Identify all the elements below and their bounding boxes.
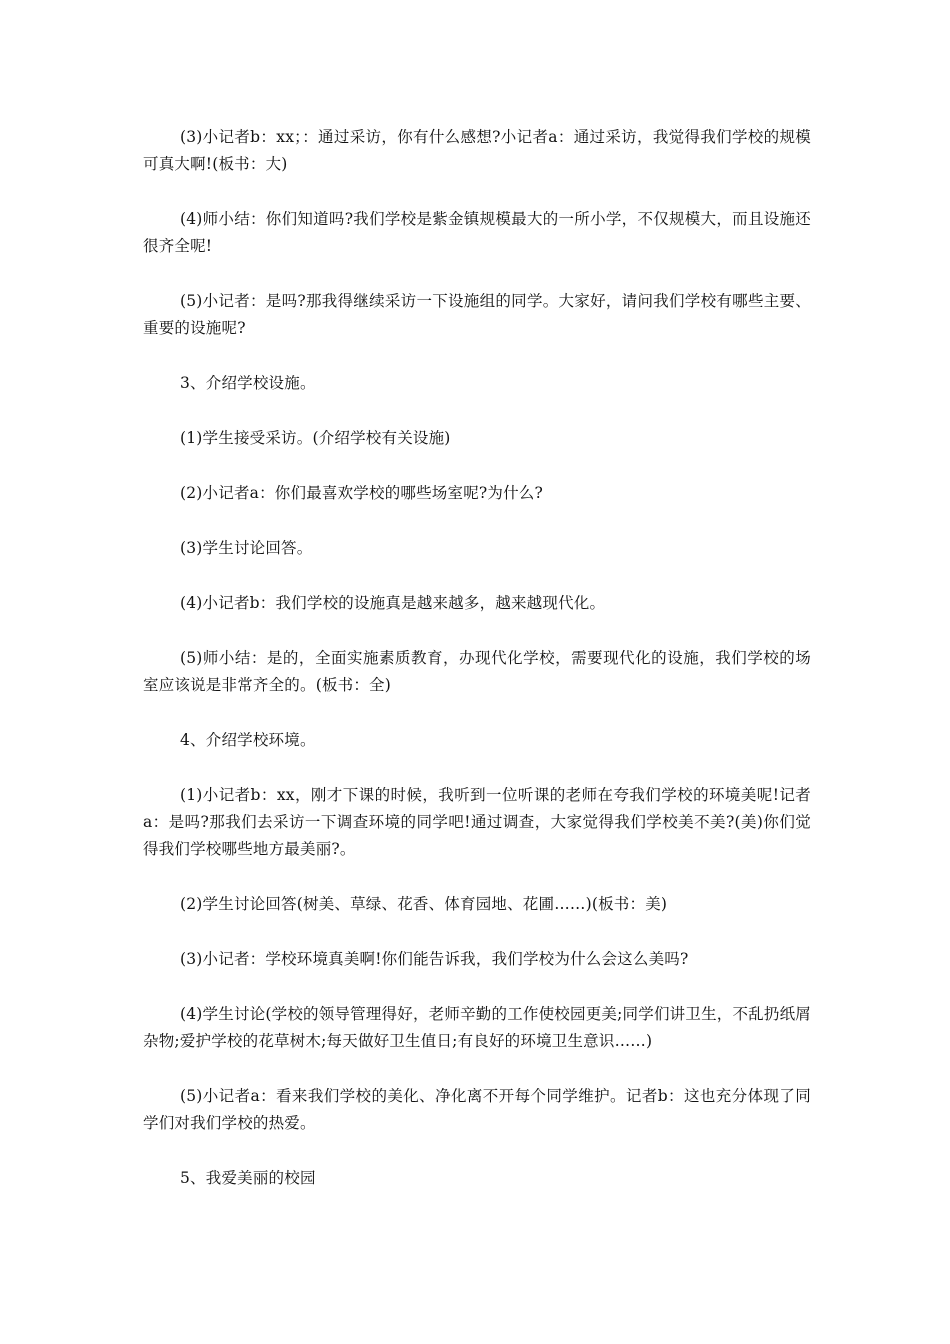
section-heading: 4、介绍学校环境。: [180, 731, 316, 749]
paragraph: (4)小记者b：我们学校的设施真是越来越多，越来越现代化。: [180, 594, 606, 612]
paragraph: (4)学生讨论(学校的领导管理得好，老师辛勤的工作使校园更美;同学们讲卫生，不乱扔纸屑杂物;爱护学校的花草树木;每天做好卫生值日;有良好的环境卫生意识……): [143, 1005, 811, 1050]
paragraph: (1)学生接受采访。(介绍学校有关设施): [180, 429, 451, 447]
paragraph: (2)小记者a：你们最喜欢学校的哪些场室呢?为什么?: [180, 484, 544, 502]
paragraph: (3)小记者b：xx；：通过采访，你有什么感想?小记者a：通过采访，我觉得我们学校的规模可真大啊!(板书：大): [143, 128, 811, 173]
paragraph: (4)师小结：你们知道吗?我们学校是紫金镇规模最大的一所小学，不仅规模大，而且设施还很齐全呢!: [143, 210, 811, 255]
section-heading: 3、介绍学校设施。: [180, 374, 316, 392]
paragraph: (5)小记者：是吗?那我得继续采访一下设施组的同学。大家好，请问我们学校有哪些主要、重要的设施呢?: [143, 292, 811, 337]
paragraph: (5)小记者a：看来我们学校的美化、净化离不开每个同学维护。记者b：这也充分体现了同学们对我们学校的热爱。: [143, 1087, 811, 1132]
paragraph: (1)小记者b：xx，刚才下课的时候，我听到一位听课的老师在夸我们学校的环境美呢!记者a：是吗?那我们去采访一下调查环境的同学吧!通过调查，大家觉得我们学校美不美?(美)你们觉得我们学校哪些地方最美丽?。: [143, 786, 811, 858]
section-heading: 5、我爱美丽的校园: [180, 1169, 316, 1187]
document-page: [143, 124, 811, 1220]
paragraph: (5)师小结：是的，全面实施素质教育，办现代化学校，需要现代化的设施，我们学校的场室应该说是非常齐全的。(板书：全): [143, 649, 811, 694]
paragraph: (2)学生讨论回答(树美、草绿、花香、体育园地、花圃……)(板书：美): [180, 895, 668, 913]
paragraph: (3)小记者：学校环境真美啊!你们能告诉我，我们学校为什么会这么美吗?: [180, 950, 689, 968]
paragraph: (3)学生讨论回答。: [180, 539, 313, 557]
